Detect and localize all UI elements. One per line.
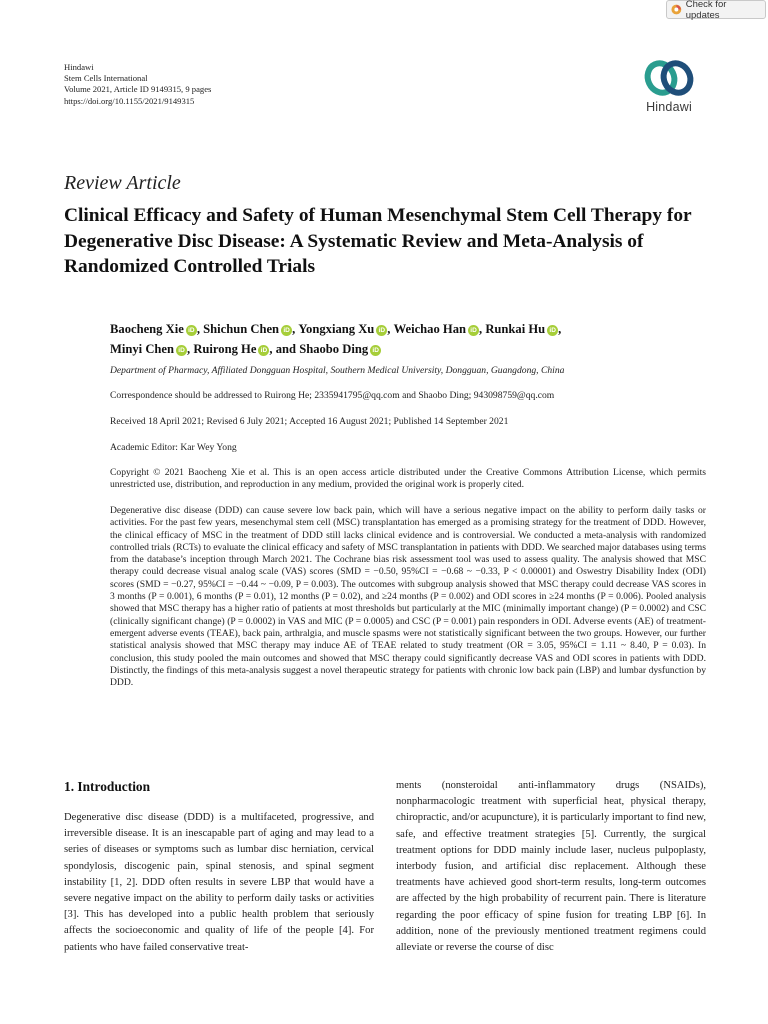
author-list — [110, 319, 680, 359]
check-for-updates-label: Check for updates — [685, 0, 727, 21]
author: Weichao Han iD , — [393, 322, 486, 336]
orcid-icon[interactable]: iD — [376, 325, 387, 336]
hindawi-logo — [633, 58, 705, 114]
orcid-icon[interactable]: iD — [547, 325, 558, 336]
author: Shichun Chen iD , — [203, 322, 299, 336]
section-heading-introduction: 1. Introduction — [64, 779, 151, 794]
orcid-icon[interactable]: iD — [468, 325, 479, 336]
journal-meta — [64, 62, 211, 107]
doi-link[interactable]: https://doi.org/10.1155/2021/9149315 — [64, 95, 195, 106]
article-type: Review Article — [64, 172, 181, 194]
publication-dates: Received 18 April 2021; Revised 6 July 2021; Accepted 16 August 2021; Published 14 September 2021 — [110, 416, 509, 427]
hindawi-wordmark: Hindawi — [646, 100, 692, 114]
check-for-updates-button[interactable] — [666, 0, 766, 19]
author: Shaobo Ding iD — [299, 342, 381, 356]
article-title: Clinical Efficacy and Safety of Human Mesenchymal Stem Cell Therapy for Degenerative Disc Disease: A Systematic Review and Meta-Analysis of Randomized Controlled Trials — [64, 205, 692, 277]
orcid-icon[interactable]: iD — [281, 325, 292, 336]
orcid-icon[interactable]: iD — [370, 345, 381, 356]
volume-line: Volume 2021, Article ID 9149315, 9 pages — [64, 84, 212, 95]
abstract: Degenerative disc disease (DDD) can cause severe low back pain, which will have a serious negative impact on the ability to perform daily tasks or activities. For the past few years, mesenchymal stem cell (MSC) transplantation has emerged as a promising strategy for the treatment of DDD. However, the clinical efficacy of MSC in the treatment of DDD still lacks clinical evidence and is controversial. We conducted a meta-analysis with randomized controlled trials (RCTs) to evaluate the clinical efficacy and safety of MSC transplantation in patients with DDD. We searched major databases using terms from the database’s inception through March 2021. The Cochrane bias risk assessment tool was used to assess quality. The analysis showed that MSC therapy could decrease visual analog scale (VAS) scores (SMD = −0.50, 95%CI = −0.68 ~ −0.33, P < 0.00001) and Oswestry Disability Index (ODI) scores (SMD = −0.27, 95%CI = −0.44 ~ −0.09, P = 0.003). The outcomes with subgroup analysis showed that MSC therapy could decrease VAS scores in 3 months (P = 0.001), 6 months (P = 0.01), 12 months (P = 0.02), and ≥24 months (P = 0.002) and ODI scores in ≥24 months (P = 0.006). Pooled analysis showed that MSC therapy has a higher ratio of patients at most thresholds but particularly at the MIC (minimally important change) (P = 0.0002) and CSC (clinically significant change) (P = 0.0002) in VAS and MIC (P = 0.0005) and CSC (P = 0.001) pain responders in ODI. Adverse events (AE) of treatment-emergent adverse events (TEAE), back pain, arthralgia, and muscle spasms were not statistically significant between the two groups. However, our further statistical analysis showed that MSC therapy may induce AE of TEAE related to study treatment (OR = 3.05, 95%CI = 1.11 ~ 8.40, P = 0.03). In conclusion, this study pooled the main outcomes and showed that MSC therapy could significantly decrease VAS and ODI scores in patients with DDD. Distinctly, the findings of this meta-analysis suggest a novel therapeutic strategy for patients with chronic low back pain (LBP) and lumbar dysfunction by DDD. — [110, 505, 706, 689]
affiliation: Department of Pharmacy, Affiliated Dongguan Hospital, Southern Medical University, Dongguan, Guangdong, China — [110, 365, 565, 376]
orcid-icon[interactable]: iD — [186, 325, 197, 336]
author: Baocheng Xie iD , — [110, 322, 204, 336]
author: Ruirong He iD , and — [193, 342, 300, 356]
publisher-name: Hindawi — [64, 62, 94, 72]
author: Yongxiang Xu iD , — [298, 322, 394, 336]
correspondence: Correspondence should be addressed to Ruirong He; 2335941795@qq.com and Shaobo Ding; 943098759@qq.com — [110, 390, 555, 401]
introduction-right-column: ments (nonsteroidal anti-inflammatory drugs (NSAIDs), nonpharmacologic treatment with superficial heat, physical therapy, chiropractic, and/or acupuncture), it is particularly important to find new, safe, and effective treatment strategies [5]. Currently, the surgical treatment options for DDD mainly include laser, nucleus pulpoplasty, interbody fusion, and artificial disc replacement. Although these treatments have achieved good short-term results, long-term outcomes are affected by the high probability of recurrent pain. There is literature regarding the poor efficacy of spine fusion for treating LBP [6]. In addition, none of the previously mentioned treatment regimens could alleviate or reverse the course of disc — [396, 780, 706, 954]
journal-name: Stem Cells International — [64, 73, 148, 84]
author: Minyi Chen iD , — [110, 342, 194, 356]
introduction-left-column: Degenerative disc disease (DDD) is a multifaceted, progressive, and irreversible disease. It is an inescapable part of aging and may lead to a series of diseases or symptoms such as lumbar disc herniation, cervical spondylosis, discogenic pain, spinal stenosis, and spinal segment instability [1, 2]. DDD often results in severe LBP that would have a severe negative impact on the ability to perform daily tasks or activities [3]. This has developed into a public health problem that seriously affects the socioeconomic and quality of life of the people [4]. For patients who have failed conservative treat- — [64, 812, 374, 953]
orcid-icon[interactable]: iD — [176, 345, 187, 356]
academic-editor: Academic Editor: Kar Wey Yong — [110, 442, 237, 453]
crossmark-icon — [671, 4, 682, 15]
author: Runkai Hu iD , — [485, 322, 562, 336]
copyright-notice: Copyright © 2021 Baocheng Xie et al. This is an open access article distributed under the Creative Commons Attribution License, which permits unrestricted use, distribution, and reproduction in any medium, provided the original work is properly cited. — [110, 467, 706, 491]
hindawi-logo-icon — [641, 58, 697, 98]
orcid-icon[interactable]: iD — [258, 345, 269, 356]
